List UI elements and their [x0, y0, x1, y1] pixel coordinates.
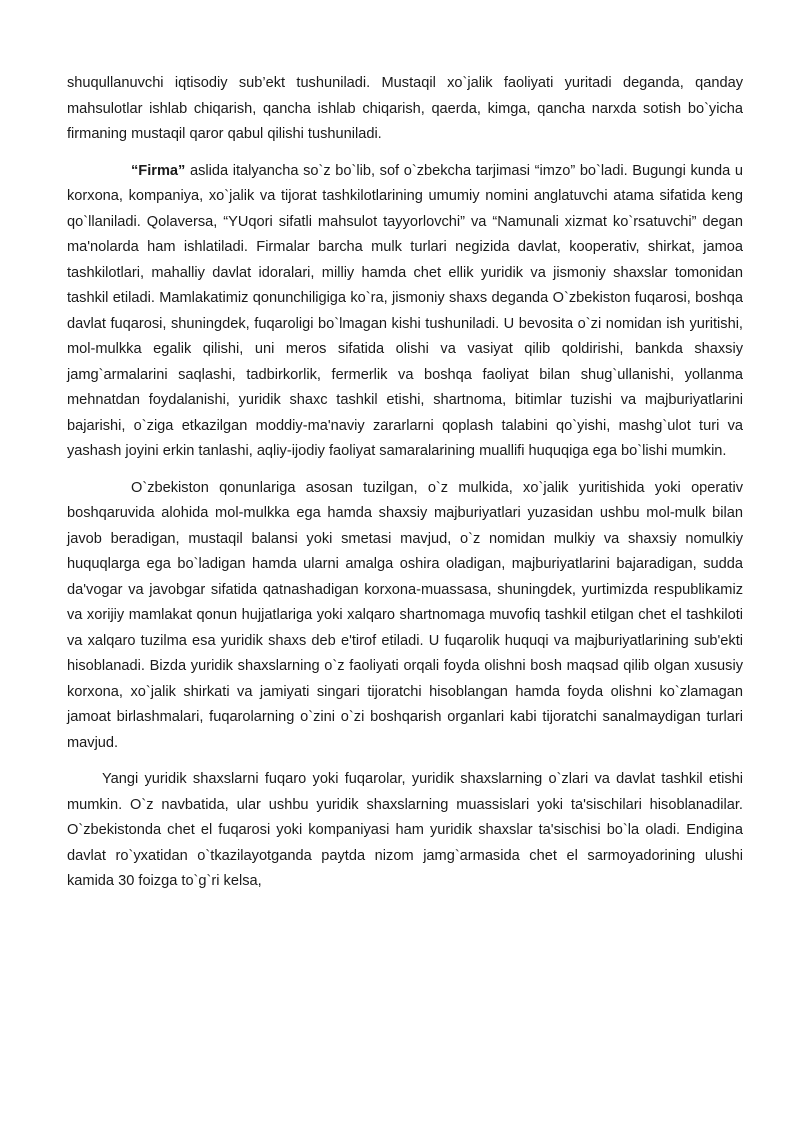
paragraph-2-text: aslida italyancha so`z bo`lib, sof o`zbekcha tarjimasi “imzo” bo`ladi. Bugungi kunda u korxona, kompaniya, xo`jalik va tijorat tashkilotlarining umumiy nomini anglatuvchi atama sifatida keng qo`llaniladi. Qolaversa, “YUqori sifatli mahsulot tayyorlovchi” va “Namunali xizmat ko`rsatuvchi” degan ma'nolarda ham ishlatiladi. Firmalar barcha mulk turlari negizida davlat, kooperativ, shirkat, jamoa tashkilotlari, mahalliy davlat idoralari, milliy hamda chet ellik yuridik va jismoniy shaxslar tomonidan tashkil etiladi. Mamlakatimiz qonunchiligiga ko`ra, jismoniy shaxs deganda O`zbekiston fuqarosi, boshqa davlat fuqarosi, shuningdek, fuqaroligi bo`lmagan kishi tushuniladi. U bevosita o`zi nomidan ish yuritishi, mol-mulkka egalik qilishi, uni meros sifatida olishi va vasiyat qilib qoldirishi, bankda shaxsiy jamg`armalarini saqlashi, tadbirkorlik, fermerlik va boshqa faoliyat bilan shug`ullanishi, yollanma mehnatdan foydalanishi, yuridik shaxc tashkil etishi, shartnoma, bitimlar tuzishi va majburiyatlarini bajarishi, o`ziga etkazilgan moddiy-ma'naviy zararlarni qoplash talabini qo`yishi, mashg`ulot turi va yashash joyini erkin tanlashi, aqliy-ijodiy faoliyat samaralarining muallifi huquqiga ega bo`lishi mumkin. — [67, 162, 743, 459]
paragraph-3: O`zbekiston qonunlariga asosan tuzilgan, o`z mulkida, xo`jalik yuritishida yoki operativ boshqaruvida alohida mol-mulkka ega hamda shaxsiy majburiyatlari yuzasidan ushbu mol-mulk bilan javob beradigan, mustaqil balansi yoki smetasi mavjud, o`z nomidan mulkiy va shaxsiy nomulkiy huquqlarga ega bo`ladigan hamda ularni amalga oshira oladigan, majburiyatlarini bajaradigan, sudda da'vogar va javobgar sifatida qatnashadigan korxona-muassasa, shuningdek, yurtimizda respublikamiz va xorijiy mamlakat qonun hujjatlariga yoki xalqaro shartnomaga muvofiq tashkil etilgan chet el tashkiloti va xalqaro tuzilma esa yuridik shaxs deb e'tirof etiladi. U fuqarolik huquqi va majburiyatlarining sub'ekti hisoblanadi. Bizda yuridik shaxslarning o`z faoliyati orqali foyda olishni bosh maqsad qilib olgan xususiy korxona, xo`jalik shirkati va jamiyati singari tijoratchi hisoblangan hamda foyda olishni ko`zlamagan jamoat birlashmalari, fuqarolarning o`zini o`zi boshqarish organlari kabi tijoratchi sanalmaydigan turlari mavjud. — [67, 479, 743, 751]
document-page — [67, 71, 743, 906]
paragraph-1: shuqullanuvchi iqtisodiy sub’ekt tushuniladi. Mustaqil xo`jalik faoliyati yuritadi deganda, qanday mahsulotlar ishlab chiqarish, qancha ishlab chiqarish, qaerda, kimga, qancha narxda sotish bo`yicha firmaning mustaqil qaror qabul qilishi tushuniladi. — [67, 75, 743, 142]
term-firma: “Firma” — [131, 162, 186, 179]
paragraph-2 — [67, 159, 743, 465]
paragraph-4: Yangi yuridik shaxslarni fuqaro yoki fuqarolar, yuridik shaxslarning o`zlari va davlat tashkil etishi mumkin. O`z navbatida, ular ushbu yuridik shaxslarning muassislari yoki ta'sischilari hisoblanadilar. O`zbekistonda chet el fuqarosi yoki kompaniyasi ham yuridik shaxslar ta'sischisi bo`la oladi. Endigina davlat ro`yxatidan o`tkazilayotganda paytda nizom jamg`armasida chet el sarmoyadorining ulushi kamida 30 foizga to`g`ri kelsa, — [67, 771, 743, 889]
